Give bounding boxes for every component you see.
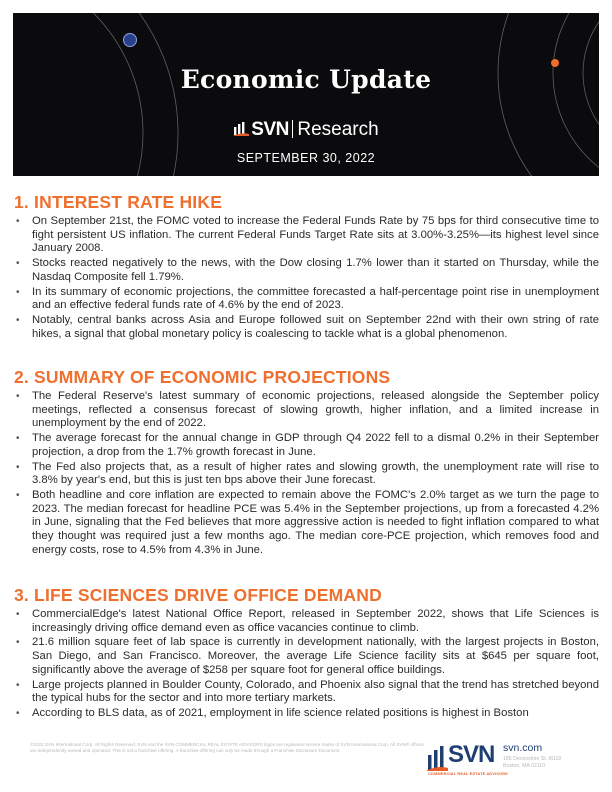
contact-block (503, 742, 593, 770)
bullet-item: • Stocks reacted negatively to the news, with the Dow closing 1.7% lower than it started on Thursday, while the Nasdaq Composite fell 1.79%. (14, 257, 599, 284)
bullet-item: • In its summary of economic projections, the committee forecasted a half-percentage point rise in unemployment and an effective federal funds rate of 4.6% by the end of 2023. (14, 286, 599, 313)
bullet-list (14, 215, 599, 341)
svn-research-logo (13, 119, 599, 141)
report-date: SEPTEMBER 30, 2022 (236, 151, 376, 165)
svn-footer-logo (426, 743, 508, 783)
bullet-item: • The average forecast for the annual change in GDP through Q4 2022 fell to a dismal 0.2% in their September projection, a drop from the 1.7% growth forecast in June. (14, 432, 599, 459)
logo-word: SVN (448, 741, 495, 768)
brand-svn: SVN (251, 119, 289, 140)
bullet-item: • Both headline and core inflation are expected to remain above the FOMC's 2.0% target as we turn the page to 2023. The median forecast for headline PCE was 5.4% in the September projections, up from a forecasted 4.2% in June, signaling that the Fed believes that more aggressive action is needed to fight inflation compared to what they thought was required just a few months ago. The median core-PCE projection, which removes food and energy costs, rose to 4.5% from 4.3% in June. (14, 489, 599, 558)
section-interest-rate-hike (14, 192, 599, 342)
svn-bars-icon (233, 121, 249, 137)
address-line: Boston, MA 02110 (503, 763, 546, 769)
report-title: Economic Update (180, 65, 432, 94)
bullet-item: • On September 21st, the FOMC voted to increase the Federal Funds Rate by 75 bps for third consecutive time to fight persistent US inflation. The current Federal Funds Target Rate sits at 3.00%-3.25%—its highest level since January 2008. (14, 215, 599, 256)
bullet-list (14, 390, 599, 557)
section-heading: 1. INTEREST RATE HIKE (14, 192, 223, 212)
bullet-item: • According to BLS data, as of 2021, employment in life science related positions is highest in Boston (14, 707, 599, 721)
bullet-item: • 21.6 million square feet of lab space is currently in development nationally, with the largest projects in Boston, San Diego, and San Francisco. Moreover, the average Life Science facility sits at $645 per square foot, significantly above the average of $258 per square foot for general office buildings. (14, 636, 599, 677)
brand-division: Research (297, 119, 379, 140)
page-footer (13, 733, 599, 792)
website-link[interactable]: svn.com (503, 742, 543, 754)
address-line: 185 Devonshire St. M102 (503, 756, 562, 762)
section-heading: 2. SUMMARY OF ECONOMIC PROJECTIONS (14, 367, 391, 387)
svn-bars-icon (426, 744, 448, 772)
bullet-item: • Notably, central banks across Asia and Europe followed suit on September 22nd with their own string of rate hikes, a signal that global monetary policy is coalescing to tackle what is a global phenomenon. (14, 314, 599, 341)
logo-tagline: COMMERCIAL REAL ESTATE ADVISORS (428, 772, 508, 776)
section-heading: 3. LIFE SCIENCES DRIVE OFFICE DEMAND (14, 585, 382, 605)
bullet-item: • The Fed also projects that, as a result of higher rates and slowing growth, the unemployment rate will rise to 3.8% by year's end, but this is just ten bps above their June forecast. (14, 461, 599, 488)
bullet-item: • Large projects planned in Boulder County, Colorado, and Phoenix also signal that the trend has stretched beyond the typical hubs for the sector and into more tertiary markets. (14, 679, 599, 706)
bullet-item: • The Federal Reserve's latest summary of economic projections, released alongside the September policy meetings, reflected a consensus forecast of slowing growth, higher inflation, and a limited increase in unemployment by the end of 2022. (14, 390, 599, 431)
bullet-item: • CommercialEdge's latest National Office Report, released in September 2022, shows that Life Sciences is increasingly driving office demand even as office vacancies continue to climb. (14, 608, 599, 635)
planet-blue (124, 34, 137, 47)
section-life-sciences (14, 585, 599, 722)
logo-divider (292, 120, 294, 138)
header-banner (13, 13, 599, 176)
legal-disclaimer: ©2022 SVN International Corp. All Rights Reserved. SVN and the SVN COMMERCIAL REAL ESTATE ADVISORS logos are registered service marks of SVN International Corp. All SVN® offices are independently owned and operated. This is not a franchise offering. A franchise offering can only be made through a Franchise Disclosure Document. (30, 742, 424, 753)
section-economic-projections (14, 367, 599, 558)
bullet-list (14, 608, 599, 721)
